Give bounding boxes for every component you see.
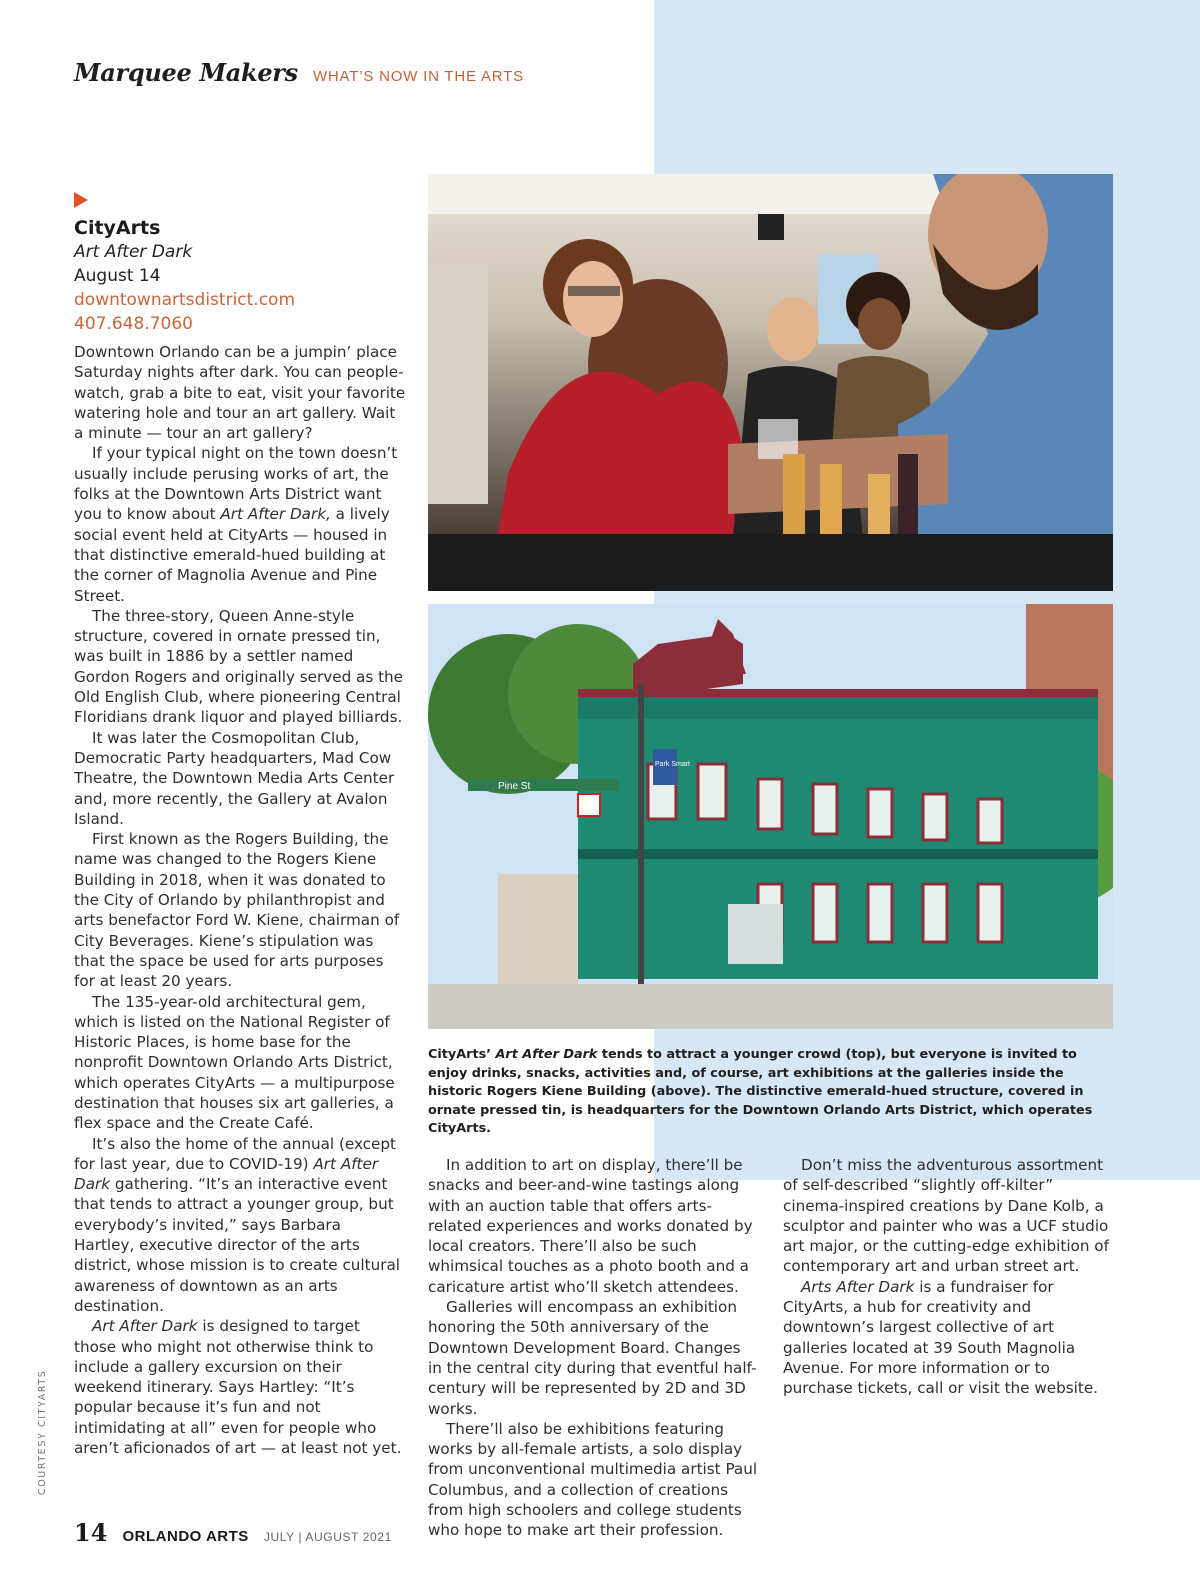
- paragraph: It was later the Cosmopolitan Club, Democratic Party headquarters, Mad Cow Theatre, the Downtown Media Arts Center and, more recently, the Gallery at Avalon Island.: [74, 728, 395, 828]
- magazine-name: ORLANDO ARTS: [122, 1528, 249, 1545]
- street-sign-text: Pine St: [498, 781, 531, 792]
- party-photo-art: [428, 174, 1113, 591]
- party-photo: [428, 174, 1113, 591]
- paragraph: It’s also the home of the annual (except for last year, due to COVID-19) Art After Dark gathering. “It’s an interactive event that tends to attract a younger group, but everybody’s invited,” says Barbara Hartley, executive director of the arts district, whose mission is to create cultural awareness of downtown as an arts destination.: [74, 1134, 400, 1315]
- paragraph: In addition to art on display, there’ll be snacks and beer-and-wine tastings along with an auction table that offers arts-related experiences and works donated by local creators. There’ll also be such whimsical touches as a photo booth and a caricature artist who’ll sketch attendees.: [428, 1156, 753, 1296]
- paragraph: Downtown Orlando can be a jumpin’ place Saturday nights after dark. You can people-watch, grab a bite to eat, visit your favorite watering hole and tour an art gallery. Wait a minute — tour an art gallery?: [74, 343, 406, 443]
- parking-sign-text: Park Smart: [655, 761, 691, 768]
- page-footer: [74, 1518, 392, 1547]
- building-photo-art: [428, 604, 1113, 1029]
- event-date: August 14: [74, 266, 161, 286]
- venue-name: CityArts: [74, 217, 161, 239]
- left-column: [74, 192, 406, 1458]
- photo-credit: COURTESY CITYARTS: [37, 1369, 48, 1495]
- website-link[interactable]: downtownartsdistrict.com: [74, 290, 296, 310]
- building-photo: [428, 604, 1113, 1029]
- photo-caption: CityArts’ Art After Dark tends to attract a younger crowd (top), but everyone is invited to enjoy drinks, snacks, activities and, of course, art exhibitions at the galleries inside the historic Rogers Kiene Building (above). The distinctive emerald-hued structure, covered in ornate pressed tin, is headquarters for the Downtown Orlando Arts District, which operates CityArts.: [428, 1047, 1093, 1137]
- section-kicker: WHAT’S NOW IN THE ARTS: [312, 68, 524, 85]
- paragraph: There’ll also be exhibitions featuring works by all-female artists, a solo display from unconventional multimedia artist Paul Columbus, and a collection of creations from high schoolers and college students who hope to make art their profession.: [428, 1419, 758, 1540]
- article-column-3: [783, 1155, 1113, 1399]
- section-title: Marquee Makers: [74, 58, 298, 87]
- paragraph: First known as the Rogers Building, the name was changed to the Rogers Kiene Building in 2018, when it was donated to the City of Orlando by philanthropist and arts benefactor Ford W. Kiene, chairman of City Beverages. Kiene’s stipulation was that the space be used for arts purposes for at least 20 years.: [74, 830, 400, 991]
- paragraph: Galleries will encompass an exhibition honoring the 50th anniversary of the Downtown Development Board. Changes in the central city during that eventful half-century will be represented by 2D and 3D works.: [428, 1298, 757, 1418]
- event-name: Art After Dark: [74, 242, 193, 262]
- paragraph: Art After Dark is designed to target those who might not otherwise think to include a gallery excursion on their weekend itinerary. Says Hartley: “It’s popular because it’s fun and not intimidating at all” even for people who aren’t aficionados of art — at least not yet.: [74, 1317, 402, 1458]
- paragraph: Don’t miss the adventurous assortment of self-described “slightly off-kilter” cinema-inspired creations by Dane Kolb, a sculptor and painter who was a UCF studio art major, or the cutting-edge exhibition of contemporary art and urban street art.: [783, 1156, 1109, 1276]
- play-arrow-icon: [74, 192, 88, 208]
- phone-number[interactable]: 407.648.7060: [74, 314, 193, 334]
- issue-date: JULY | AUGUST 2021: [263, 1530, 392, 1544]
- article-column-2: [428, 1155, 758, 1541]
- paragraph: The 135-year-old architectural gem, which is listed on the National Register of Historic Places, is home base for the nonprofit Downtown Orlando Arts District, which operates CityArts — a multipurpose destination that houses six art galleries, a flex space and the Create Café.: [74, 992, 395, 1133]
- paragraph: The three-story, Queen Anne-style structure, covered in ornate pressed tin, was built in 1886 by a settler named Gordon Rogers and originally served as the Old English Club, where pioneering Central Floridians drank liquor and played billiards.: [74, 606, 404, 727]
- article-body-col1: [74, 342, 406, 1458]
- page-number: 14: [74, 1518, 108, 1547]
- paragraph: Arts After Dark is a fundraiser for CityArts, a hub for creativity and downtown’s largest collective of art galleries located at 39 South Magnolia Avenue. For more information or to purchase tickets, call or visit the website.: [783, 1277, 1099, 1398]
- paragraph: If your typical night on the town doesn’t usually include perusing works of art, the folks at the Downtown Arts District want you to know about Art After Dark, a lively social event held at CityArts — housed in that distinctive emerald-hued building at the corner of Magnolia Avenue and Pine Street.: [74, 444, 398, 605]
- section-header: [74, 58, 524, 87]
